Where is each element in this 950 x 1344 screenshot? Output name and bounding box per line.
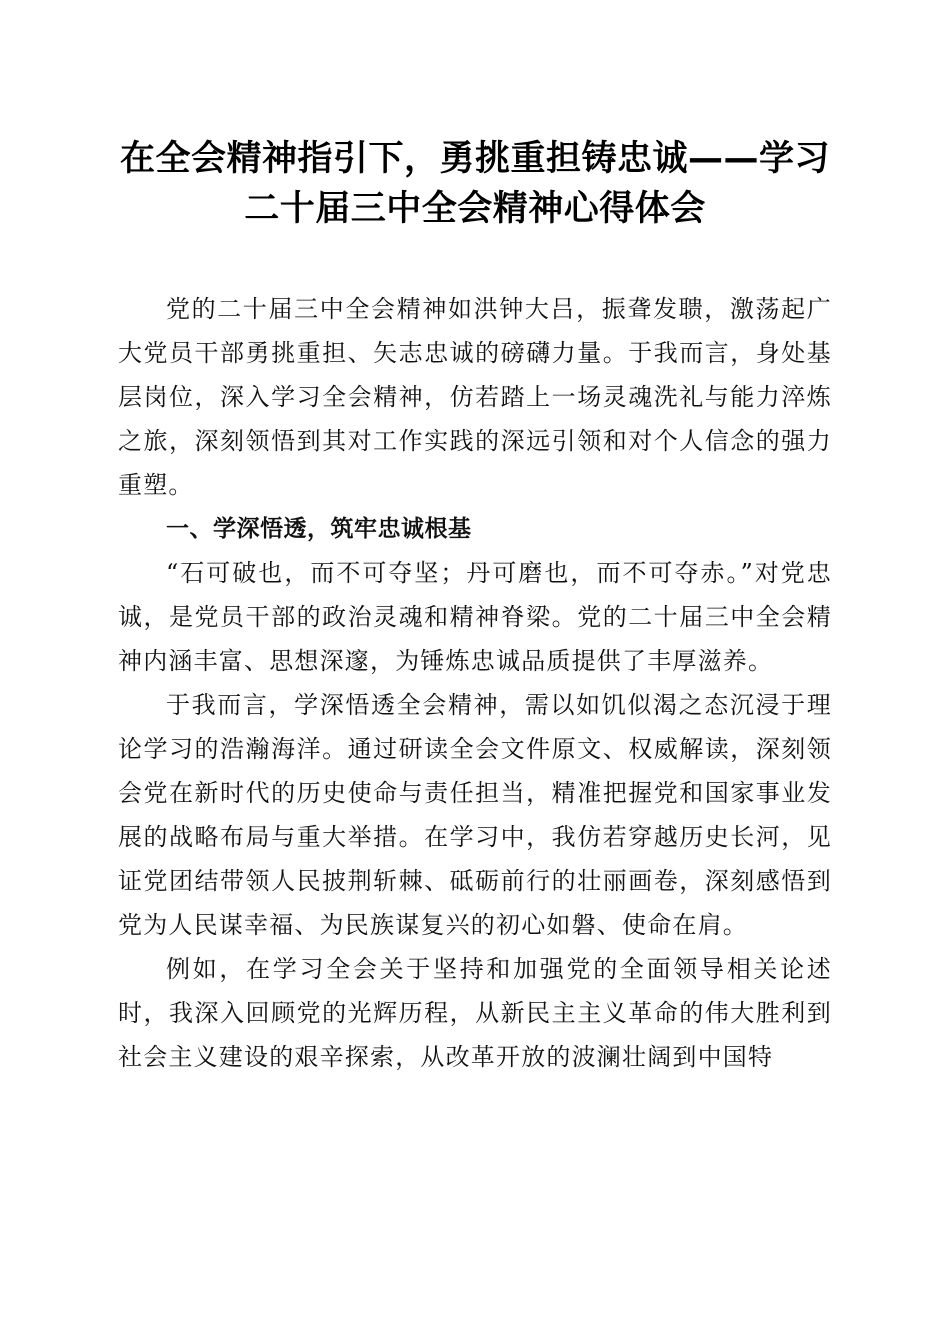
document-page	[118, 0, 832, 1079]
title-line-1: 在全会精神指引下，勇挑重担铸忠诚——学习	[119, 139, 830, 179]
document-title	[118, 0, 832, 234]
section-heading-1: 一、学深悟透，筑牢忠诚根基	[166, 516, 472, 542]
document-body	[118, 287, 832, 1079]
title-line-2: 二十届三中全会精神心得体会	[244, 189, 706, 229]
paragraph-example: 例如，在学习全会关于坚持和加强党的全面领导相关论述时，我深入回顾党的光辉历程，从新民主主义革命的伟大胜利到社会主义建设的艰辛探索，从改革开放的波澜壮阔到中国特	[118, 955, 832, 1071]
paragraph-loyalty-quote: “石可破也，而不可夺坚；丹可磨也，而不可夺赤。”对党忠诚，是党员干部的政治灵魂和精神脊梁。党的二十届三中全会精神内涵丰富、思想深邃，为锤炼忠诚品质提供了丰厚滋养。	[118, 559, 832, 675]
paragraph-intro: 党的二十届三中全会精神如洪钟大吕，振聋发聩，激荡起广大党员干部勇挑重担、矢志忠诚的磅礴力量。于我而言，身处基层岗位，深入学习全会精神，仿若踏上一场灵魂洗礼与能力淬炼之旅，深刻领悟到其对工作实践的深远引领和对个人信念的强力重塑。	[118, 295, 832, 499]
paragraph-study: 于我而言，学深悟透全会精神，需以如饥似渴之态沉浸于理论学习的浩瀚海洋。通过研读全会文件原文、权威解读，深刻领会党在新时代的历史使命与责任担当，精准把握党和国家事业发展的战略布局与重大举措。在学习中，我仿若穿越历史长河，见证党团结带领人民披荆斩棘、砥砺前行的壮丽画卷，深刻感悟到党为人民谋幸福、为民族谋复兴的初心如磐、使命在肩。	[118, 691, 832, 939]
